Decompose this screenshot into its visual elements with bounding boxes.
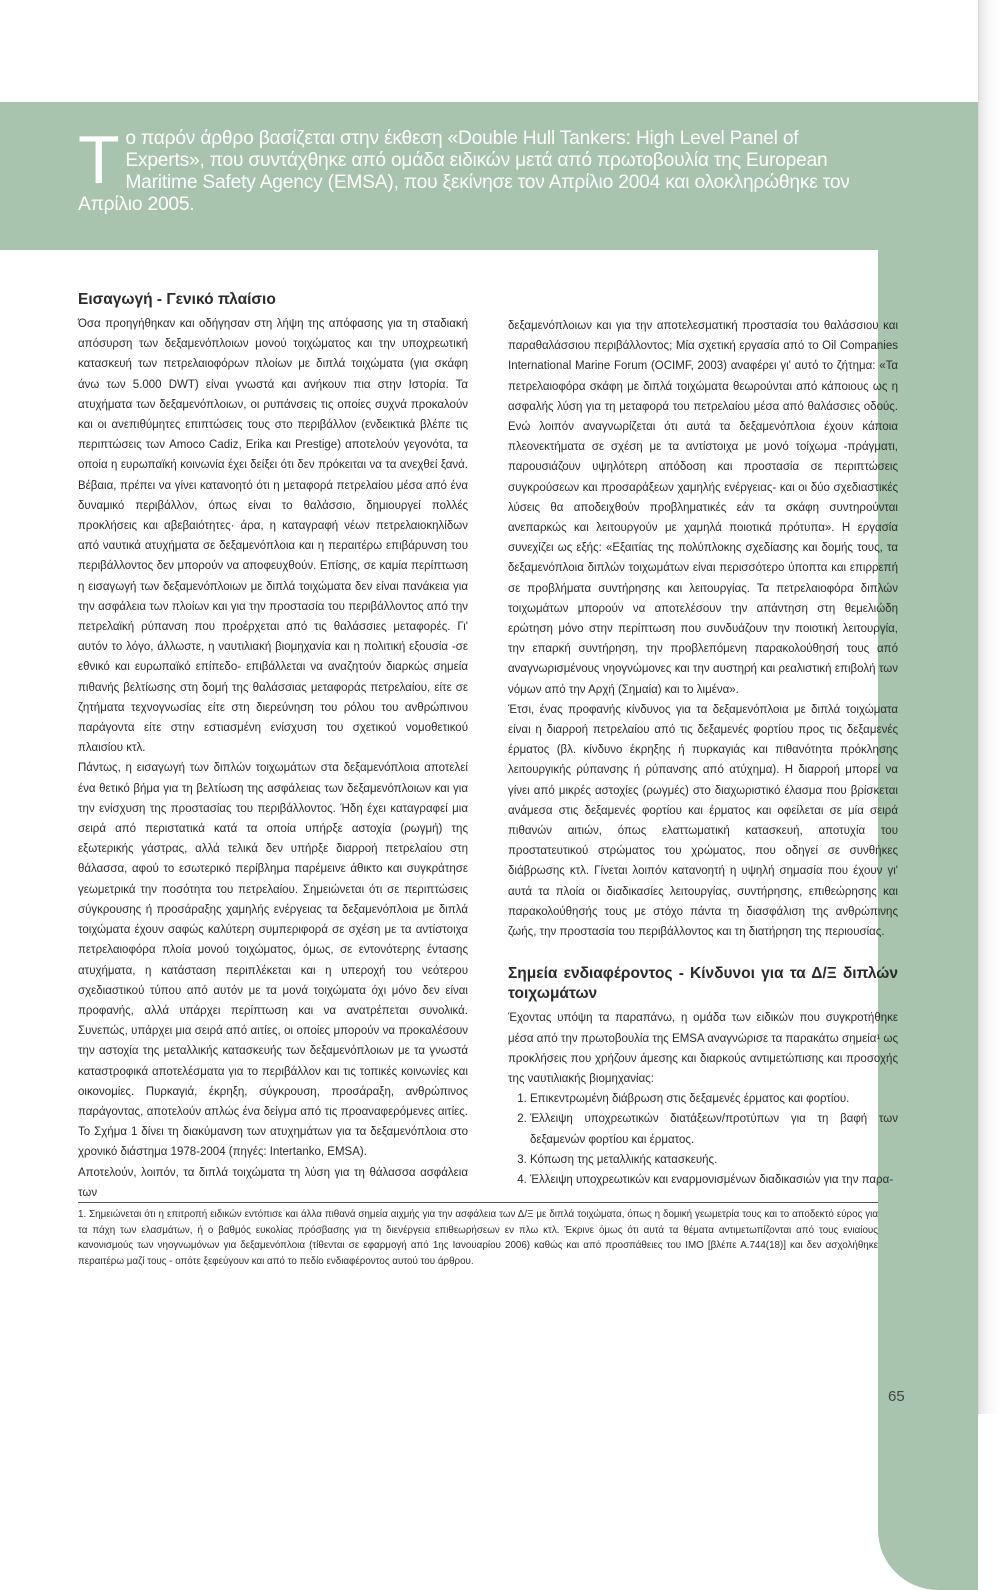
section-heading-intro: Εισαγωγή - Γενικό πλαίσιο [78, 291, 276, 308]
paragraph: δεξαμενόπλοιων και για την αποτελεσματική προστασία του θαλάσσιου και παραθαλάσσιου περιβάλλοντος; Μία σχετική εργασία από το Oil Companies International Marine Forum (OCIMF, 2003) αναφέρει γι' αυτό το ζήτημα: «Τα πετρελαιοφόρα σκάφη με διπλά τοιχώματα θεωρούνται από κάποιους ως η ασφαλής λύση για τη μεταφορά του πετρελαίου μέσα από θαλάσσιες οδούς. Ενώ λοιπόν αναγνωρίζεται ότι αυτά τα δεξαμενόπλοια έχουν κάποια πλεονεκτήματα σε σχέση με τα αντίστοιχα με μονό τοίχωμα -πράγματι, παρουσιάζουν υψηλότερη απόδοση και προστασία σε περιπτώσεις συγκρούσεων και προσαράξεων χαμηλής ενέργειας- και οι δύο σχεδιαστικές λύσεις θα αποδειχθούν προβληματικές εάν τα σκάφη συντηρούνται ανεπαρκώς και λειτουργούν με χαμηλά ποιοτικά πρότυπα». Η εργασία συνεχίζει ως εξής: «Εξαιτίας της πολύπλοκης σχεδίασης και δομής τους, τα δεξαμενόπλοια διπλών τοιχωμάτων είναι περισσότερο ύποπτα και επιρρεπή σε προβλήματα συντήρησης και λειτουργίας. Τα πετρελαιοφόρα διπλών τοιχωμάτων μπορούν να αποτελέσουν την απάντηση στη θεμελιώδη ερώτηση μόνο στην περίπτωση που συνδυάζουν την ποιοτική λειτουργία, την επαρκή συντήρηση, την προβλεπόμενη παρακολούθησή τους από αναγνωρισμένους νηογνώμονες και την αυστηρή και ρεαλιστική επιβολή των νόμων από την Αρχή (Σημαία) και το λιμένα». [508, 320, 898, 696]
risk-list [508, 1089, 898, 1190]
list-intro: Έχοντας υπόψη τα παραπάνω, η ομάδα των ειδικών που συγκροτήθηκε μέσα από την πρωτοβουλία της EMSA αναγνώρισε τα παρακάτω σημεία¹ ως προκλήσεις που χρήζουν άμεσης και διαρκούς αντιμετώπισης και προσοχής της ναυτιλιακής βιομηχανίας: [508, 1012, 898, 1085]
list-item: 2. Έλλειψη υποχρεωτικών διατάξεων/προτύπων για τη βαφή των δεξαμενών φορτίου και έρματος. [530, 1109, 898, 1149]
intro-body: ο παρόν άρθρο βασίζεται στην έκθεση «Double Hull Tankers: High Level Panel of Experts», που συντάχθηκε από ομάδα ειδικών μετά από πρωτοβουλία της European Maritime Safety Agency (EMSA), που ξεκίνησε τον Απρίλιο 2004 και ολοκληρώθηκε τον Απρίλιο 2005. [78, 128, 850, 215]
footnote: 1. Σημειώνεται ότι η επιτροπή ειδικών εντόπισε και άλλα πιθανά σημεία αιχμής για την ασφάλεια των Δ/Ξ με διπλά τοιχώματα, όπως η δομική γεωμετρία τους και το αποδεκτό εύρος για τα πάχη των ελασμάτων, ή ο βαθμός ευκολίας πρόσβασης για τη διενέργεια επιθεωρήσεων εν πλω κτλ. Έκρινε όμως ότι αυτά τα θέματα αντιμετωπίζονται από τους ενιαίους κανονισμούς των νηογνωμόνων για δεξαμενόπλοια (τίθενται σε εφαρμογή από 1ης Ιανουαρίου 2006) καθώς και από προσπάθειες του IMO [βλέπε Α.744(18)] και δεν ασχολήθηκε περαιτέρω μαζί τους - οπότε ξεφεύγουν και από το πεδίο ενδιαφέροντος αυτού του άρθρου. [78, 1209, 878, 1267]
list-item: 3. Κόπωση της μεταλλικής κατασκευής. [530, 1150, 898, 1170]
list-item: 1. Επικεντρωμένη διάβρωση στις δεξαμενές έρματος και φορτίου. [530, 1089, 898, 1109]
footnote-divider [78, 1202, 878, 1203]
left-column [78, 290, 468, 1203]
paragraph: Όσα προηγήθηκαν και οδήγησαν στη λήψη της απόφασης για τη σταδιακή απόσυρση των δεξαμενόπλοιων μονού τοιχώματος και την υποχρεωτική κατασκευή των πετρελαιοφόρων πλοίων με διπλά τοιχώματα (για σκάφη άνω των 5.000 DWT) είναι γνωστά και ανήκουν πια στην Ιστορία. Τα ατυχήματα των δεξαμενόπλοιων, οι ρυπάνσεις τις οποίες συχνά προκαλούν και οι ανεπιθύμητες επιπτώσεις τους στο περιβάλλον (ενδεικτικά βλέπε τις περιπτώσεις των Amoco Cadiz, Erika και Prestige) αποτελούν γεγονότα, τα οποία η ευρωπαϊκή κοινωνία έχει δείξει ότι δεν πρόκειται να τα ανεχθεί ξανά. Βέβαια, πρέπει να γίνει κατανοητό ότι η μεταφορά πετρελαίου μέσα από ένα δυναμικό περιβάλλον, όπως είναι το θαλάσσιο, δημιουργεί πολλές προκλήσεις και αβεβαιότητες· άρα, η καταγραφή νέων πετρελαιοκηλίδων από ναυτικά ατυχήματα σε δεξαμενόπλοια και η περαιτέρω επιβάρυνση του περιβάλλοντος δεν μπορούν να αποφευχθούν. Επίσης, σε καμία περίπτωση η εισαγωγή των δεξαμενόπλοιων με διπλά τοιχώματα δεν είναι πανάκεια για την ασφάλεια των πλοίων και για την προστασία του περιβάλλοντος από την πετρελαϊκή ρύπανση που προέρχεται από τις θαλάσσιες μεταφορές. Γι' αυτόν το λόγο, άλλωστε, η ναυτιλιακή βιομηχανία και η πολιτική εξουσία -σε εθνικό και ευρωπαϊκό επίπεδο- επιβάλλεται να αναζητούν διαρκώς σημεία πιθανής βελτίωσης στη δομή της θαλάσσιας μεταφοράς πετρελαίου, είτε σε ζητήματα τεχνογνωσίας είτε στη διερεύνηση του ρόλου του ανθρώπινου παράγοντα είτε στην εστιασμένη ενίσχυση του σχετικού νομοθετικού πλαισίου κτλ. [78, 318, 468, 755]
paragraph: Έτσι, ένας προφανής κίνδυνος για τα δεξαμενόπλοια με διπλά τοιχώματα είναι η διαρροή πετρελαίου από τις δεξαμενές φορτίου προς τις δεξαμενές έρματος (βλ. κίνδυνο έκρηξης ή πυρκαγιάς και πιθανότητα πρόκλησης λειτουργικής ρύπανσης ή ρύπανσης από ατύχημα). Η διαρροή μπορεί να γίνει από μικρές αστοχίες (ρωγμές) στο διαχωριστικό έλασμα που βρίσκεται ανάμεσα στις δεξαμενές φορτίου και έρματος και οφείλεται σε μία σειρά πιθανών αιτιών, όπως ελαττωματική κατασκευή, αποτυχία του προστατευτικού στρώματος του χρώματος, που οδηγεί σε συνθήκες διάβρωσης κτλ. Γίνεται λοιπόν κατανοητή η υψηλή σημασία που έχουν γι' αυτά τα πλοία οι διαδικασίες λειτουργίας, συντήρησης, επιθεώρησης και παρακολούθησής τους με στόχο πάντα τη διασφάλιση της ανθρώπινης ζωής, την προστασία του περιβάλλοντος και τη διατήρηση της περιουσίας. [508, 703, 898, 939]
right-column [508, 316, 898, 1190]
page-edge-shadow [978, 0, 1000, 1414]
section-heading-risks: Σημεία ενδιαφέροντος - Κίνδυνοι για τα Δ/Ξ διπλών τοιχωμάτων [508, 965, 898, 1003]
intro-dropcap: Τ [78, 122, 120, 198]
paragraph: Αποτελούν, λοιπόν, τα διπλά τοιχώματα τη λύση για τη θάλασσα ασφάλεια των [78, 1166, 468, 1199]
intro-text [78, 122, 878, 216]
paragraph: Πάντως, η εισαγωγή των διπλών τοιχωμάτων στα δεξαμενόπλοια αποτελεί ένα θετικό βήμα για τη βελτίωση της ασφάλειας των δεξαμενόπλοιων και για την ενίσχυση της προστασίας του περιβάλλοντος. Ήδη έχει καταγραφεί μια σειρά από περιστατικά κατά τα οποία υπήρξε αστοχία (ρωγμή) της εξωτερικής γάστρας, αλλά τελικά δεν υπήρξε διαρροή πετρελαίου στη θάλασσα, αφού το εσωτερικό περίβλημα παρέμεινε άθικτο και συγκράτησε γεωμετρικά την ποσότητα του πετρελαίου. Σημειώνεται ότι σε περιπτώσεις σύγκρουσης ή προσάραξης χαμηλής ενέργειας τα δεξαμενόπλοια με διπλά τοιχώματα έχουν σαφώς καλύτερη συμπεριφορά σε σχέση με τα αντίστοιχα πετρελαιοφόρα πλοία μονού τοιχώματος, όμως, σε εντονότερης έντασης ατυχήματα, η κατάσταση περιπλέκεται και η υπεροχή του νεότερου σχεδιαστικού τύπου από αυτόν με τα μονά τοιχώματα όχι μόνο δεν είναι προφανής, αλλά υπάρχει περίπτωση και να ανατρέπεται συνολικά. Συνεπώς, υπάρχει μια σειρά από αιτίες, οι οποίες μπορούν να προκαλέσουν την αστοχία της μεταλλικής κατασκευής των δεξαμενόπλοιων με τα γνωστά καταστροφικά αποτελέσματα για το περιβάλλον και τις τοπικές κοινωνίες και οικονομίες. Πυρκαγιά, έκρηξη, σύγκρουση, προσάραξη, ανθρώπινος παράγοντας, αποτελούν απλώς ένα δείγμα από τις προαναφερόμενες αιτίες. Το Σχήμα 1 δίνει τη διακύμανση των ατυχημάτων για τα δεξαμενόπλοια στο χρονικό διάστημα 1978-2004 (πηγές: Intertanko, EMSA). [78, 762, 468, 1159]
page-number: 65 [888, 1388, 905, 1405]
list-item: 4. Έλλειψη υποχρεωτικών και εναρμονισμένων διαδικασιών για την παρα- [530, 1170, 898, 1190]
